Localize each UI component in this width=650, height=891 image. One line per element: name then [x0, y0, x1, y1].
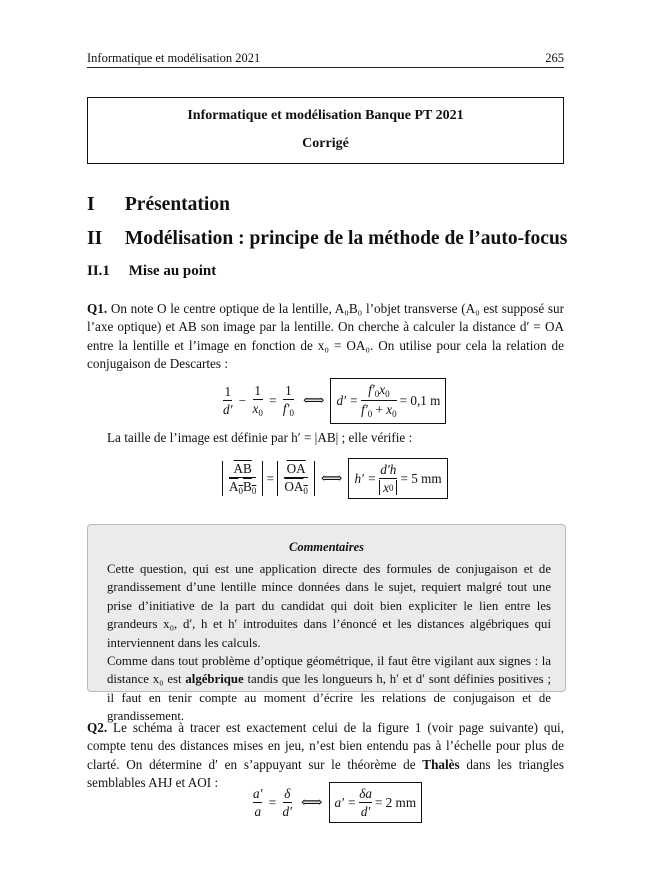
- fraction: $\frac{1}{f'_0}$: [282, 383, 294, 419]
- question-emphasis: Thalès: [422, 756, 460, 772]
- conjugation-equation: $\frac{1}{d'}$ − $\frac{1}{x_0}$ = $\frac{1}{f'_0}$ ⟺ d′ = $\frac{f'_0x_0}{f'_0 + x_0}$ = 0,1 m: [220, 378, 446, 424]
- question-text-b: dans les triangles semblables AHJ et AOI :: [87, 756, 564, 791]
- commentary-body: [107, 560, 551, 726]
- question-label: Q2.: [87, 720, 108, 735]
- header-rule: [87, 67, 564, 68]
- thales-equation: $\frac{a'}{a}$ = $\frac{\delta}{d'}$ ⟺ a′ = $\frac{\delta a}{d'}$ = 2 mm: [250, 782, 422, 823]
- fraction: $\frac{1}{x_0}$: [252, 383, 263, 419]
- subsection-title: Mise au point: [128, 263, 217, 279]
- commentary-emphasis: algébrique: [185, 672, 244, 687]
- title-box: [87, 97, 564, 164]
- commentary-paragraph-2b: tandis que les longueurs h, h′ et d′ sont définies positives ; il faut en tenir compte au moment d’écrire les relations de conjugaison et de grandissement.: [107, 672, 551, 724]
- magnification-equation: $\frac{\overline{AB}}{A_0B_0}$ = $\frac{\overline{OA}}{OA_0}$ ⟺ h′ = d′h x 0 = 5 mm: [222, 458, 448, 499]
- boxed-result: d′ = $\frac{f'_0x_0}{f'_0 + x_0}$ = 0,1 m: [330, 378, 446, 424]
- section-number: II: [87, 228, 103, 249]
- image-size-text: La taille de l’image est définie par h′ = |AB| ; elle vérifie :: [107, 430, 413, 445]
- equivalence-arrow: ⟺: [301, 795, 323, 812]
- result-value: = 0,1 m: [399, 392, 441, 408]
- running-title: Informatique et modélisation 2021: [87, 51, 261, 65]
- subsection-heading: [87, 263, 216, 280]
- running-header: [87, 51, 564, 66]
- result-value: = 2 mm: [374, 794, 417, 810]
- absolute-value: $\frac{\overline{AB}}{A_0B_0}$: [222, 461, 263, 497]
- commentary-box: [87, 524, 566, 724]
- commentary-title: Commentaires: [288, 540, 364, 554]
- subsection-number: II.1: [87, 263, 110, 279]
- section-title: Présentation: [124, 194, 230, 215]
- section-heading-2: [87, 228, 567, 250]
- boxed-result: a′ = $\frac{\delta a}{d'}$ = 2 mm: [329, 782, 423, 823]
- absolute-value: $\frac{\overline{OA}}{OA_0}$: [277, 461, 315, 497]
- commentary-paragraph-1: Cette question, qui est une application directe des formules de conjugaison et de grandissement d’une lentille mince données dans le sujet, requiert malgré tout une prise d’initiative de la part du candidat qui doit bien expliciter le lien entre les grandeurs x₀, d′, h et h′ introduites dans l’énoncé et les distances algébriques qui interviennent dans les calculs.: [107, 562, 551, 650]
- equivalence-arrow: ⟺: [320, 471, 343, 488]
- document-subtitle: Corrigé: [302, 136, 349, 151]
- question-label: Q1.: [87, 301, 108, 316]
- question-1: [87, 300, 564, 374]
- fraction: $\frac{1}{d'}$: [223, 384, 233, 418]
- boxed-result: h′ = d′h x 0 = 5 mm: [348, 458, 447, 499]
- result-value: = 5 mm: [400, 470, 442, 486]
- section-title: Modélisation : principe de la méthode de l’auto-focus: [124, 228, 568, 249]
- commentary-paragraph-2a: Comme dans tout problème d’optique géométrique, il faut être vigilant aux signes : la distance x₀ est: [107, 654, 551, 687]
- equivalence-arrow: ⟺: [302, 393, 325, 410]
- document-title: Informatique et modélisation Banque PT 2021: [187, 108, 464, 123]
- question-text-a: Le schéma à tracer est exactement celui de la figure 1 (voir page suivante) qui, compte tenu des distances mises en jeu, n’est bien entendu pas à l’échelle pour plus de clarté. On détermine d′ en s’appuyant sur le théorème de: [87, 720, 565, 772]
- page-number: 265: [545, 51, 564, 65]
- question-text: On note O le centre optique de la lentille, A₀B₀ l’objet transverse (A₀ est supposé sur l’axe optique) et AB son image par la lentille. On cherche à calculer la distance d′ = OA entre la lentille et l’image en fonction de x₀ = OA₀. On utilise pour cela la relation de conjugaison de Descartes :: [87, 301, 565, 372]
- fraction: $\frac{a'}{a}$: [253, 786, 263, 820]
- section-heading-1: [87, 194, 230, 216]
- fraction: $\frac{\delta}{d'}$: [282, 786, 292, 820]
- section-number: I: [87, 194, 95, 215]
